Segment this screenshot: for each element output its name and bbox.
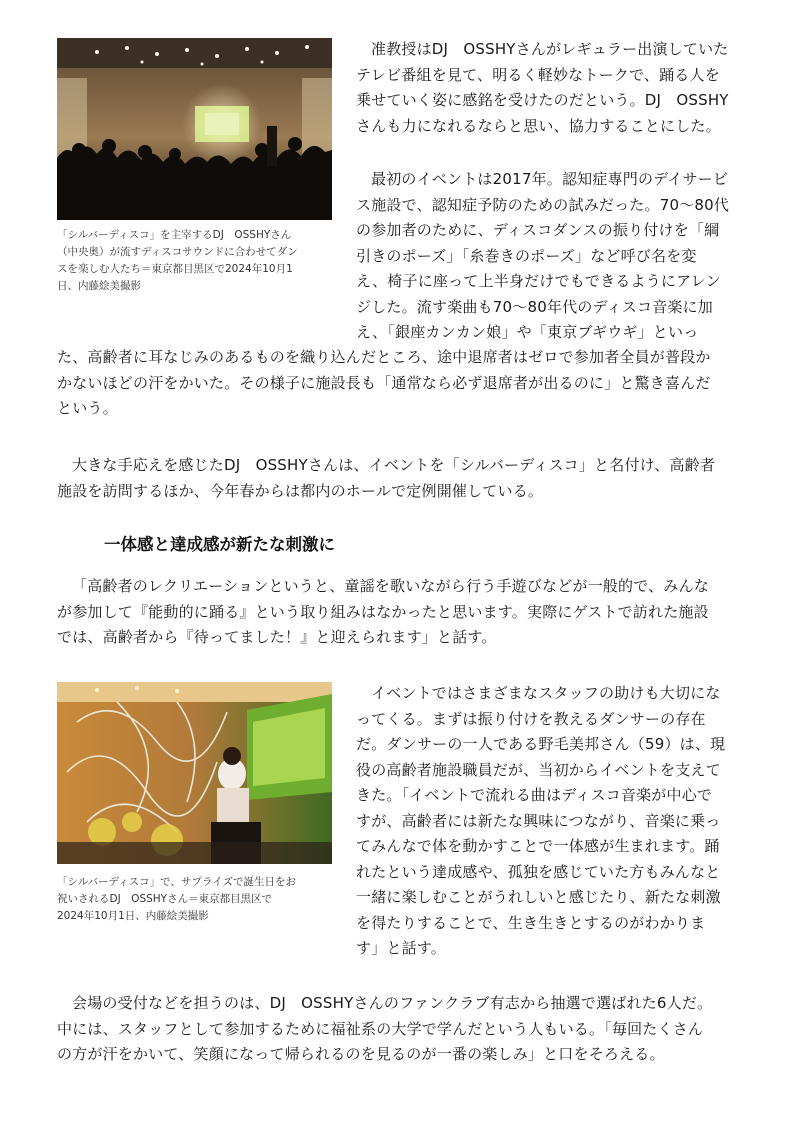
text-line: 会場の受付などを担うのは、DJ OSSHYさんのファンクラブ有志から抽選で選ばれた6人だ。 [72, 994, 713, 1012]
text-line: テレビ番組を見て、明るく軽妙なトークで、踊る人を [356, 65, 720, 84]
text-line: 役の高齢者施設職員だが、当初からイベントを支えて [356, 760, 721, 779]
caption-line: 2024年10月1日、内藤絵美撮影 [57, 910, 209, 922]
text-line: ってくる。まずは振り付けを教えるダンサーの存在 [356, 709, 706, 728]
text-line: さんも力になれるならと思い、協力することにした。 [356, 116, 721, 135]
text-line: の方が汗をかいて、笑顔になって帰られるのを見るのが一番の楽しみ」と口をそろえる。 [57, 1045, 665, 1063]
text-line: れたという達成感や、孤独を感じていた方もみんなと [356, 862, 721, 881]
text-line: を得たりすることで、生き生きとするのがわかりま [356, 913, 706, 932]
text-line: ス施設で、認知症予防のための試みだった。70～80代 [356, 195, 730, 214]
text-line: す」と話す。 [356, 939, 447, 957]
caption-line: （中央奥）が流すディスコサウンドに合わせてダン [57, 246, 298, 258]
text-line: 准教授はDJ OSSHYさんがレギュラー出演していた [371, 40, 729, 58]
photo-dance-floor [57, 38, 332, 220]
photo-birthday-celebration [57, 682, 332, 864]
text-line: え、「銀座カンカン娘」や「東京ブギウギ」といっ [356, 323, 699, 341]
text-line: 「高齢者のレクリエーションというと、童謡を歌いながら行う手遊びなどが一般的で、みんな [72, 577, 709, 595]
text-line: 最初のイベントは2017年。認知症専門のデイサービ [371, 170, 729, 188]
text-line: だ。ダンサーの一人である野毛美邦さん（59）は、現 [356, 735, 726, 753]
caption-line: 祝いされるDJ OSSHYさん＝東京都目黒区で [57, 893, 273, 905]
text-line: ジした。流す楽曲も70～80年代のディスコ音楽に加 [356, 297, 713, 316]
text-line: では、高齢者から『待ってました！』と迎えられます」と話す。 [57, 628, 497, 646]
text-line: が参加して『能動的に踊る』という取り組みはなかったと思います。実際にゲストで訪れた施設 [57, 602, 709, 621]
text-line: イベントではさまざまなスタッフの助けも大切にな [371, 684, 721, 702]
caption-line: 「シルバーディスコ」で、サプライズで誕生日をお [57, 876, 297, 888]
text-line: た、高齢者に耳なじみのあるものを織り込んだところ、途中退席者はゼロで参加者全員が普段か [57, 348, 711, 366]
birthday-celebration-image [57, 682, 332, 864]
paragraph-2-narrow [356, 167, 729, 346]
caption-line: 「シルバーディスコ」を主宰するDJ OSSHYさん [57, 229, 292, 241]
photo2-caption [57, 874, 296, 925]
text-line: きた。「イベントで流れる曲はディスコ音楽が中心で [356, 786, 713, 804]
caption-line: 日、内藤絵美撮影 [57, 280, 141, 292]
text-line: え、椅子に座って上半身だけでもできるようにアレン [356, 272, 721, 290]
text-line: という。 [57, 399, 118, 417]
text-line: の参加者のために、ディスコダンスの振り付けを「綱 [356, 221, 720, 239]
section-heading: 一体感と達成感が新たな刺激に [104, 535, 335, 554]
photo1-caption [57, 227, 298, 295]
paragraph-4 [57, 574, 709, 651]
dance-floor-image [57, 38, 332, 220]
paragraph-2-wide [57, 345, 711, 422]
paragraph-5 [356, 681, 725, 962]
paragraph-6 [57, 991, 712, 1068]
text-line: 施設を訪問するほか、今年春からは都内のホールで定例開催している。 [57, 481, 544, 500]
text-line: てみんなで体を動かすことで一体感が生まれます。踊 [356, 837, 720, 855]
paragraph-1 [356, 37, 729, 139]
text-line: 中には、スタッフとして参加するために福祉系の大学で学んだという人もいる。「毎回たくさん [57, 1019, 704, 1038]
text-line: 大きな手応えを感じたDJ OSSHYさんは、イベントを「シルバーディスコ」と名付け、高齢者 [72, 456, 716, 474]
text-line: 一緒に楽しむことがうれしいと感じたり、新たな刺激 [356, 888, 721, 906]
text-line: かないほどの汗をかいた。その様子に施設長も「通常なら必ず退席者が出るのに」と驚き喜んだ [57, 373, 711, 392]
caption-line: スを楽しむ人たち＝東京都目黒区で2024年10月1 [57, 263, 293, 275]
text-line: すが、高齢者には新たな興味につながり、音楽に乗っ [356, 811, 721, 830]
text-line: 引きのポーズ」「糸巻きのポーズ」など呼び名を変 [356, 246, 697, 265]
paragraph-3 [57, 453, 715, 504]
text-line: 乗せていく姿に感銘を受けたのだという。DJ OSSHY [356, 91, 729, 109]
